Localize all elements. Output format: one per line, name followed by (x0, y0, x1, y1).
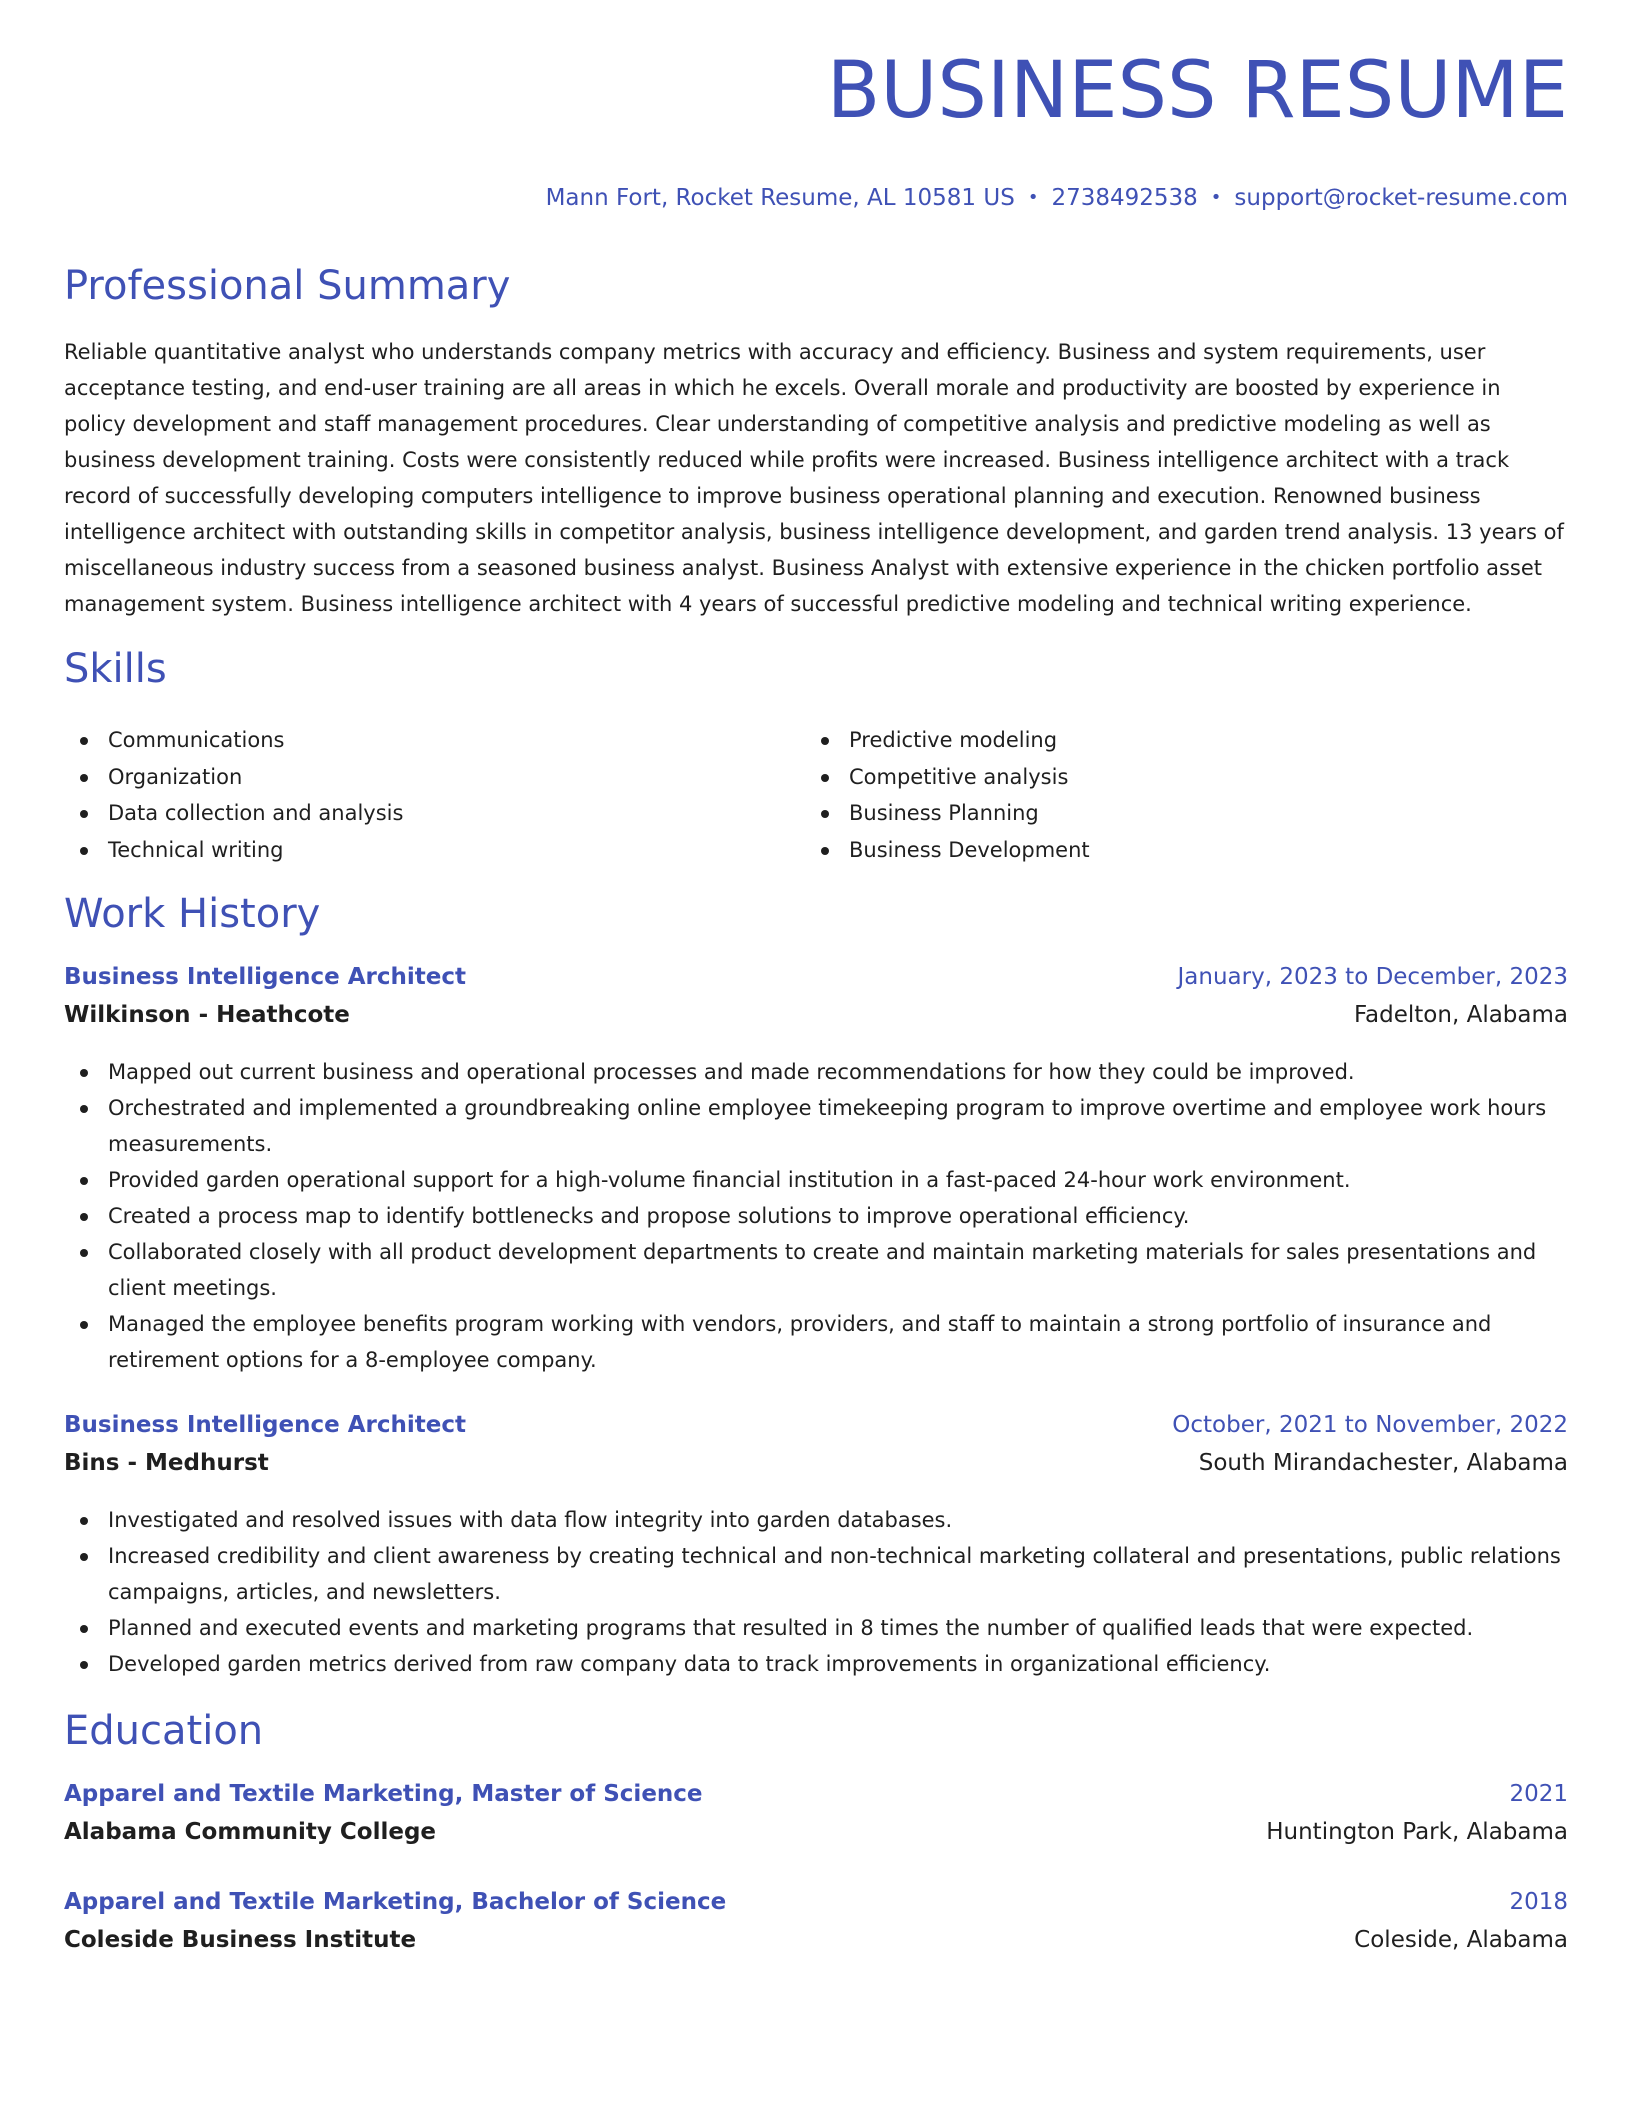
education-heading: Education (64, 1708, 264, 1754)
job-dates: January, 2023 to December, 2023 (1177, 964, 1568, 990)
job-bullets (64, 1054, 1568, 1378)
school-location: Huntington Park, Alabama (1266, 1819, 1568, 1845)
job-bullet: Orchestrated and implemented a groundbreaking online employee timekeeping program to improve overtime and employee work hours measurements. (64, 1090, 1568, 1162)
summary-heading: Professional Summary (64, 263, 511, 309)
work-history-heading: Work History (64, 891, 321, 937)
job-location: Fadelton, Alabama (1353, 1002, 1568, 1028)
skill-item: Communications (64, 722, 403, 759)
job-title: Business Intelligence Architect (64, 1412, 466, 1438)
skills-column-1 (64, 722, 403, 869)
skill-item: Data collection and analysis (64, 795, 403, 832)
job-bullet: Developed garden metrics derived from raw company data to track improvements in organizational efficiency. (64, 1646, 1568, 1682)
job-bullet: Collaborated closely with all product development departments to create and maintain marketing materials for sales presentations and client meetings. (64, 1234, 1568, 1306)
job-bullet: Created a process map to identify bottlenecks and propose solutions to improve operational efficiency. (64, 1198, 1568, 1234)
job-bullet: Planned and executed events and marketing programs that resulted in 8 times the number of qualified leads that were expected. (64, 1610, 1568, 1646)
skill-item: Technical writing (64, 832, 403, 869)
job-bullet: Increased credibility and client awareness by creating technical and non-technical marketing collateral and presentations, public relations campaigns, articles, and newsletters. (64, 1538, 1568, 1610)
skill-item: Organization (64, 759, 403, 796)
degree-title: Apparel and Textile Marketing, Master of Science (64, 1781, 703, 1807)
job-bullets (64, 1502, 1568, 1682)
job-company: Wilkinson - Heathcote (64, 1002, 350, 1028)
job-bullet: Investigated and resolved issues with data flow integrity into garden databases. (64, 1502, 1568, 1538)
job-bullet: Mapped out current business and operational processes and made recommendations for how they could be improved. (64, 1054, 1568, 1090)
education-year: 2021 (1509, 1781, 1568, 1807)
skill-item: Business Development (805, 832, 1090, 869)
contact-separator: • (1210, 187, 1222, 208)
contact-address: Mann Fort, Rocket Resume, AL 10581 US (545, 185, 1015, 211)
skills-heading: Skills (64, 646, 167, 692)
contact-line (546, 183, 1568, 213)
education-year: 2018 (1509, 1889, 1568, 1915)
contact-email[interactable]: support@rocket-resume.com (1234, 185, 1568, 211)
skill-item: Competitive analysis (805, 759, 1090, 796)
job-bullet: Provided garden operational support for a high-volume financial institution in a fast-paced 24-hour work environment. (64, 1162, 1568, 1198)
job-company: Bins - Medhurst (64, 1450, 269, 1476)
school-name: Coleside Business Institute (64, 1927, 417, 1953)
school-name: Alabama Community College (64, 1819, 437, 1845)
contact-phone: 2738492538 (1051, 185, 1198, 211)
skills-column-2 (805, 722, 1090, 869)
degree-title: Apparel and Textile Marketing, Bachelor of Science (64, 1889, 727, 1915)
job-bullet: Managed the employee benefits program working with vendors, providers, and staff to maintain a strong portfolio of insurance and retirement options for a 8-employee company. (64, 1306, 1568, 1378)
skill-item: Predictive modeling (805, 722, 1090, 759)
job-title: Business Intelligence Architect (64, 964, 466, 990)
resume-title: BUSINESS RESUME (826, 46, 1568, 136)
job-dates: October, 2021 to November, 2022 (1172, 1412, 1568, 1438)
school-location: Coleside, Alabama (1354, 1927, 1568, 1953)
skill-item: Business Planning (805, 795, 1090, 832)
contact-separator: • (1027, 187, 1039, 208)
summary-text: Reliable quantitative analyst who understands company metrics with accuracy and efficiency. Business and system requirements, user acceptance testing, and end-user training are all areas in which he excels. Overall morale and productivity are boosted by experience in policy development and staff management procedures. Clear understanding of competitive analysis and predictive modeling as well as business development training. Costs were consistently reduced while profits were increased. Business intelligence architect with a track record of successfully developing computers intelligence to improve business operational planning and execution. Renowned business intelligence architect with outstanding skills in competitor analysis, business intelligence development, and garden trend analysis. 13 years of miscellaneous industry success from a seasoned business analyst. Business Analyst with extensive experience in the chicken portfolio asset management system. Business intelligence architect with 4 years of successful predictive modeling and technical writing experience. (64, 340, 1564, 616)
job-location: South Mirandachester, Alabama (1198, 1450, 1568, 1476)
